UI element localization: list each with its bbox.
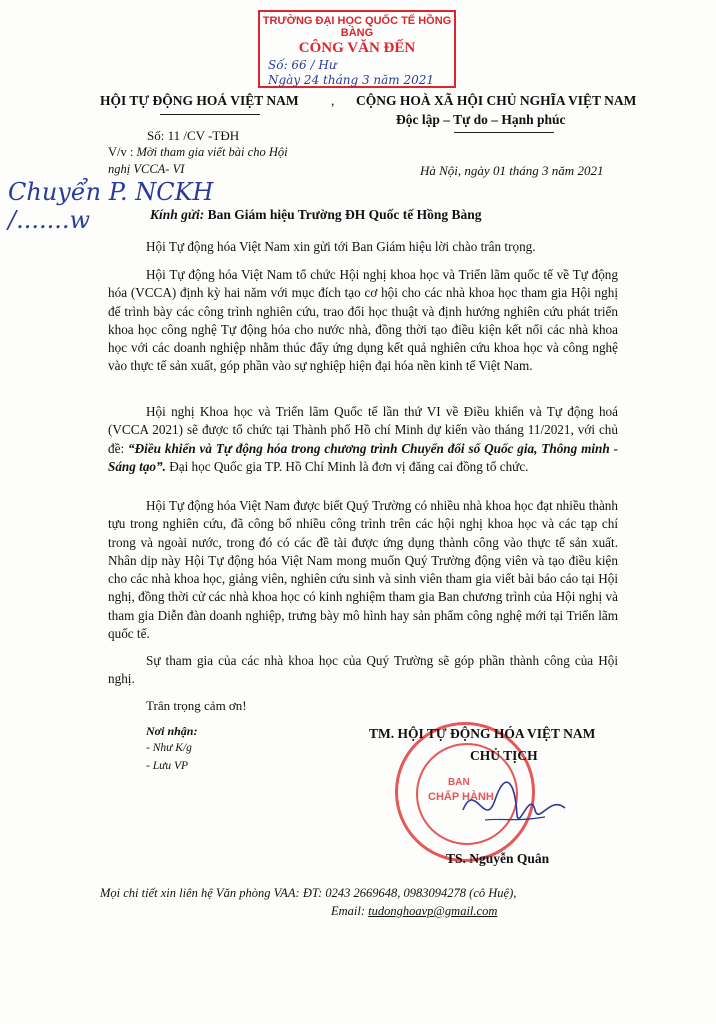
motto-underline [454, 132, 554, 133]
body-paragraph-1: Hội Tự động hóa Việt Nam xin gửi tới Ban Giám hiệu lời chào trân trọng. [146, 239, 536, 254]
salutation [150, 207, 481, 223]
signature-organization: TM. HỘI TỰ ĐỘNG HÓA VIỆT NAM [369, 726, 596, 741]
contact-info: Mọi chi tiết xin liên hệ Văn phòng VAA: ĐT: 0243 2669648, 0983094278 (cô Huệ), [100, 886, 517, 900]
stamp-date-line: Ngày 24 tháng 3 năm 2021 [268, 73, 435, 87]
issuing-organization: HỘI TỰ ĐỘNG HOÁ VIỆT NAM [100, 93, 299, 108]
subject-label: V/v : [108, 145, 134, 159]
body-paragraph-3 [108, 403, 618, 476]
email-line [331, 904, 497, 919]
header-separator: , [331, 93, 335, 108]
document-number: Số: 11 /CV -TĐH [147, 128, 240, 143]
email-label: Email: [331, 904, 366, 918]
place-and-date: Hà Nội, ngày 01 tháng 3 năm 2021 [420, 163, 604, 178]
handwritten-note-line2: /.......w [8, 206, 91, 234]
handwritten-note-line1: Chuyển P. NCKH [8, 178, 214, 206]
recipients-title: Nơi nhận: [146, 724, 198, 738]
email-link[interactable]: tudonghoavp@gmail.com [368, 904, 498, 918]
closing-line: Trân trọng cảm ơn! [146, 698, 247, 713]
recipient-item: - Như K/g [146, 742, 192, 754]
conference-theme: “Điều khiển và Tự động hóa trong chương trình Chuyển đổi số Quốc gia, Thông minh - Sáng tạo”. [108, 440, 618, 474]
salutation-label: Kính gửi: [150, 207, 205, 222]
incoming-document-stamp [258, 10, 456, 88]
signer-name: TS. Nguyễn Quân [446, 851, 550, 866]
body-paragraph-4: Hội Tự động hóa Việt Nam được biết Quý Trường có nhiều nhà khoa học đạt nhiều thành tựu trong nghiên cứu, đã công bố nhiều công trình trên các hội nghị khoa học và các tạp chí trong và ngoài nước, trong đó có các đề tài được ứng dụng thành công vào thực tế sản xuất. Nhân dịp này Hội Tự động hóa Việt Nam mong muốn Quý Trường động viên và tạo điều kiện cho các nhà khoa học, giảng viên, nghiên cứu sinh và sinh viên tham gia viết bài báo cáo tại Hội nghị, đồng thời cử các nhà khoa học có kinh nghiệm tham gia Ban chương trình của Hội nghị và tham gia Diễn đàn doanh nghiệp, trưng bày mô hình hay sản phẩm công nghệ mới tại Triển lãm quốc tế. [108, 498, 618, 642]
seal-center-bottom: CHẤP HÀNH [428, 791, 494, 803]
paragraph-3-intro: Hội nghị Khoa học và Triển lãm Quốc tế lần thứ VI về Điều khiển và Tự động hoá (VCCA 2021) sẽ được tổ chức tại Thành phố Hồ chí Minh dự kiến vào tháng 11/2021, với chủ đề: [108, 404, 618, 456]
body-paragraph-2: Hội Tự động hóa Việt Nam tổ chức Hội nghị khoa học và Triển lãm quốc tế về Tự động hóa (VCCA) định kỳ hai năm với mục đích tạo cơ hội cho các nhà khoa học tham gia Hội nghị để trình bày các công trình nghiên cứu, trao đổi học thuật và định hướng nghiên cứu phát triển khoa học công nghệ Tự động hóa cho nước nhà, đồng thời tạo điều kiện kết nối các nhà khoa học với các doanh nghiệp nhằm thúc đẩy ứng dụng kết quả nghiên cứu khoa học và công nghệ vào thực tế sản xuất, góp phần vào sự nghiệp hiện đại hóa nền kinh tế Việt Nam. [108, 267, 618, 374]
stamp-title: CÔNG VĂN ĐẾN [298, 40, 416, 56]
org-underline [160, 114, 260, 115]
signature-role: CHỦ TỊCH [470, 748, 538, 763]
national-title: CỘNG HOÀ XÃ HỘI CHỦ NGHĨA VIỆT NAM [356, 93, 637, 108]
document-subject [108, 144, 308, 178]
subject-text: Mời tham gia viết bài cho Hội nghị VCCA- VI [108, 145, 288, 176]
salutation-recipient: Ban Giám hiệu Trường ĐH Quốc tế Hồng Bàng [207, 207, 482, 222]
seal-center-top: BAN [448, 777, 470, 788]
recipient-item: - Lưu VP [146, 760, 189, 772]
handwritten-note [8, 178, 213, 234]
national-motto: Độc lập – Tự do – Hạnh phúc [396, 112, 566, 127]
stamp-number-line: Số: 66 / Hư [268, 58, 337, 72]
body-paragraph-5: Sự tham gia của các nhà khoa học của Quý Trường sẽ góp phần thành công của Hội nghị. [108, 653, 618, 687]
stamp-school-name: TRƯỜNG ĐẠI HỌC QUỐC TẾ HỒNG BÀNG [262, 15, 452, 39]
handwritten-signature [455, 770, 575, 840]
paragraph-3-host: Đại học Quốc gia TP. Hồ Chí Minh là đơn vị đăng cai đồng tổ chức. [169, 458, 529, 474]
